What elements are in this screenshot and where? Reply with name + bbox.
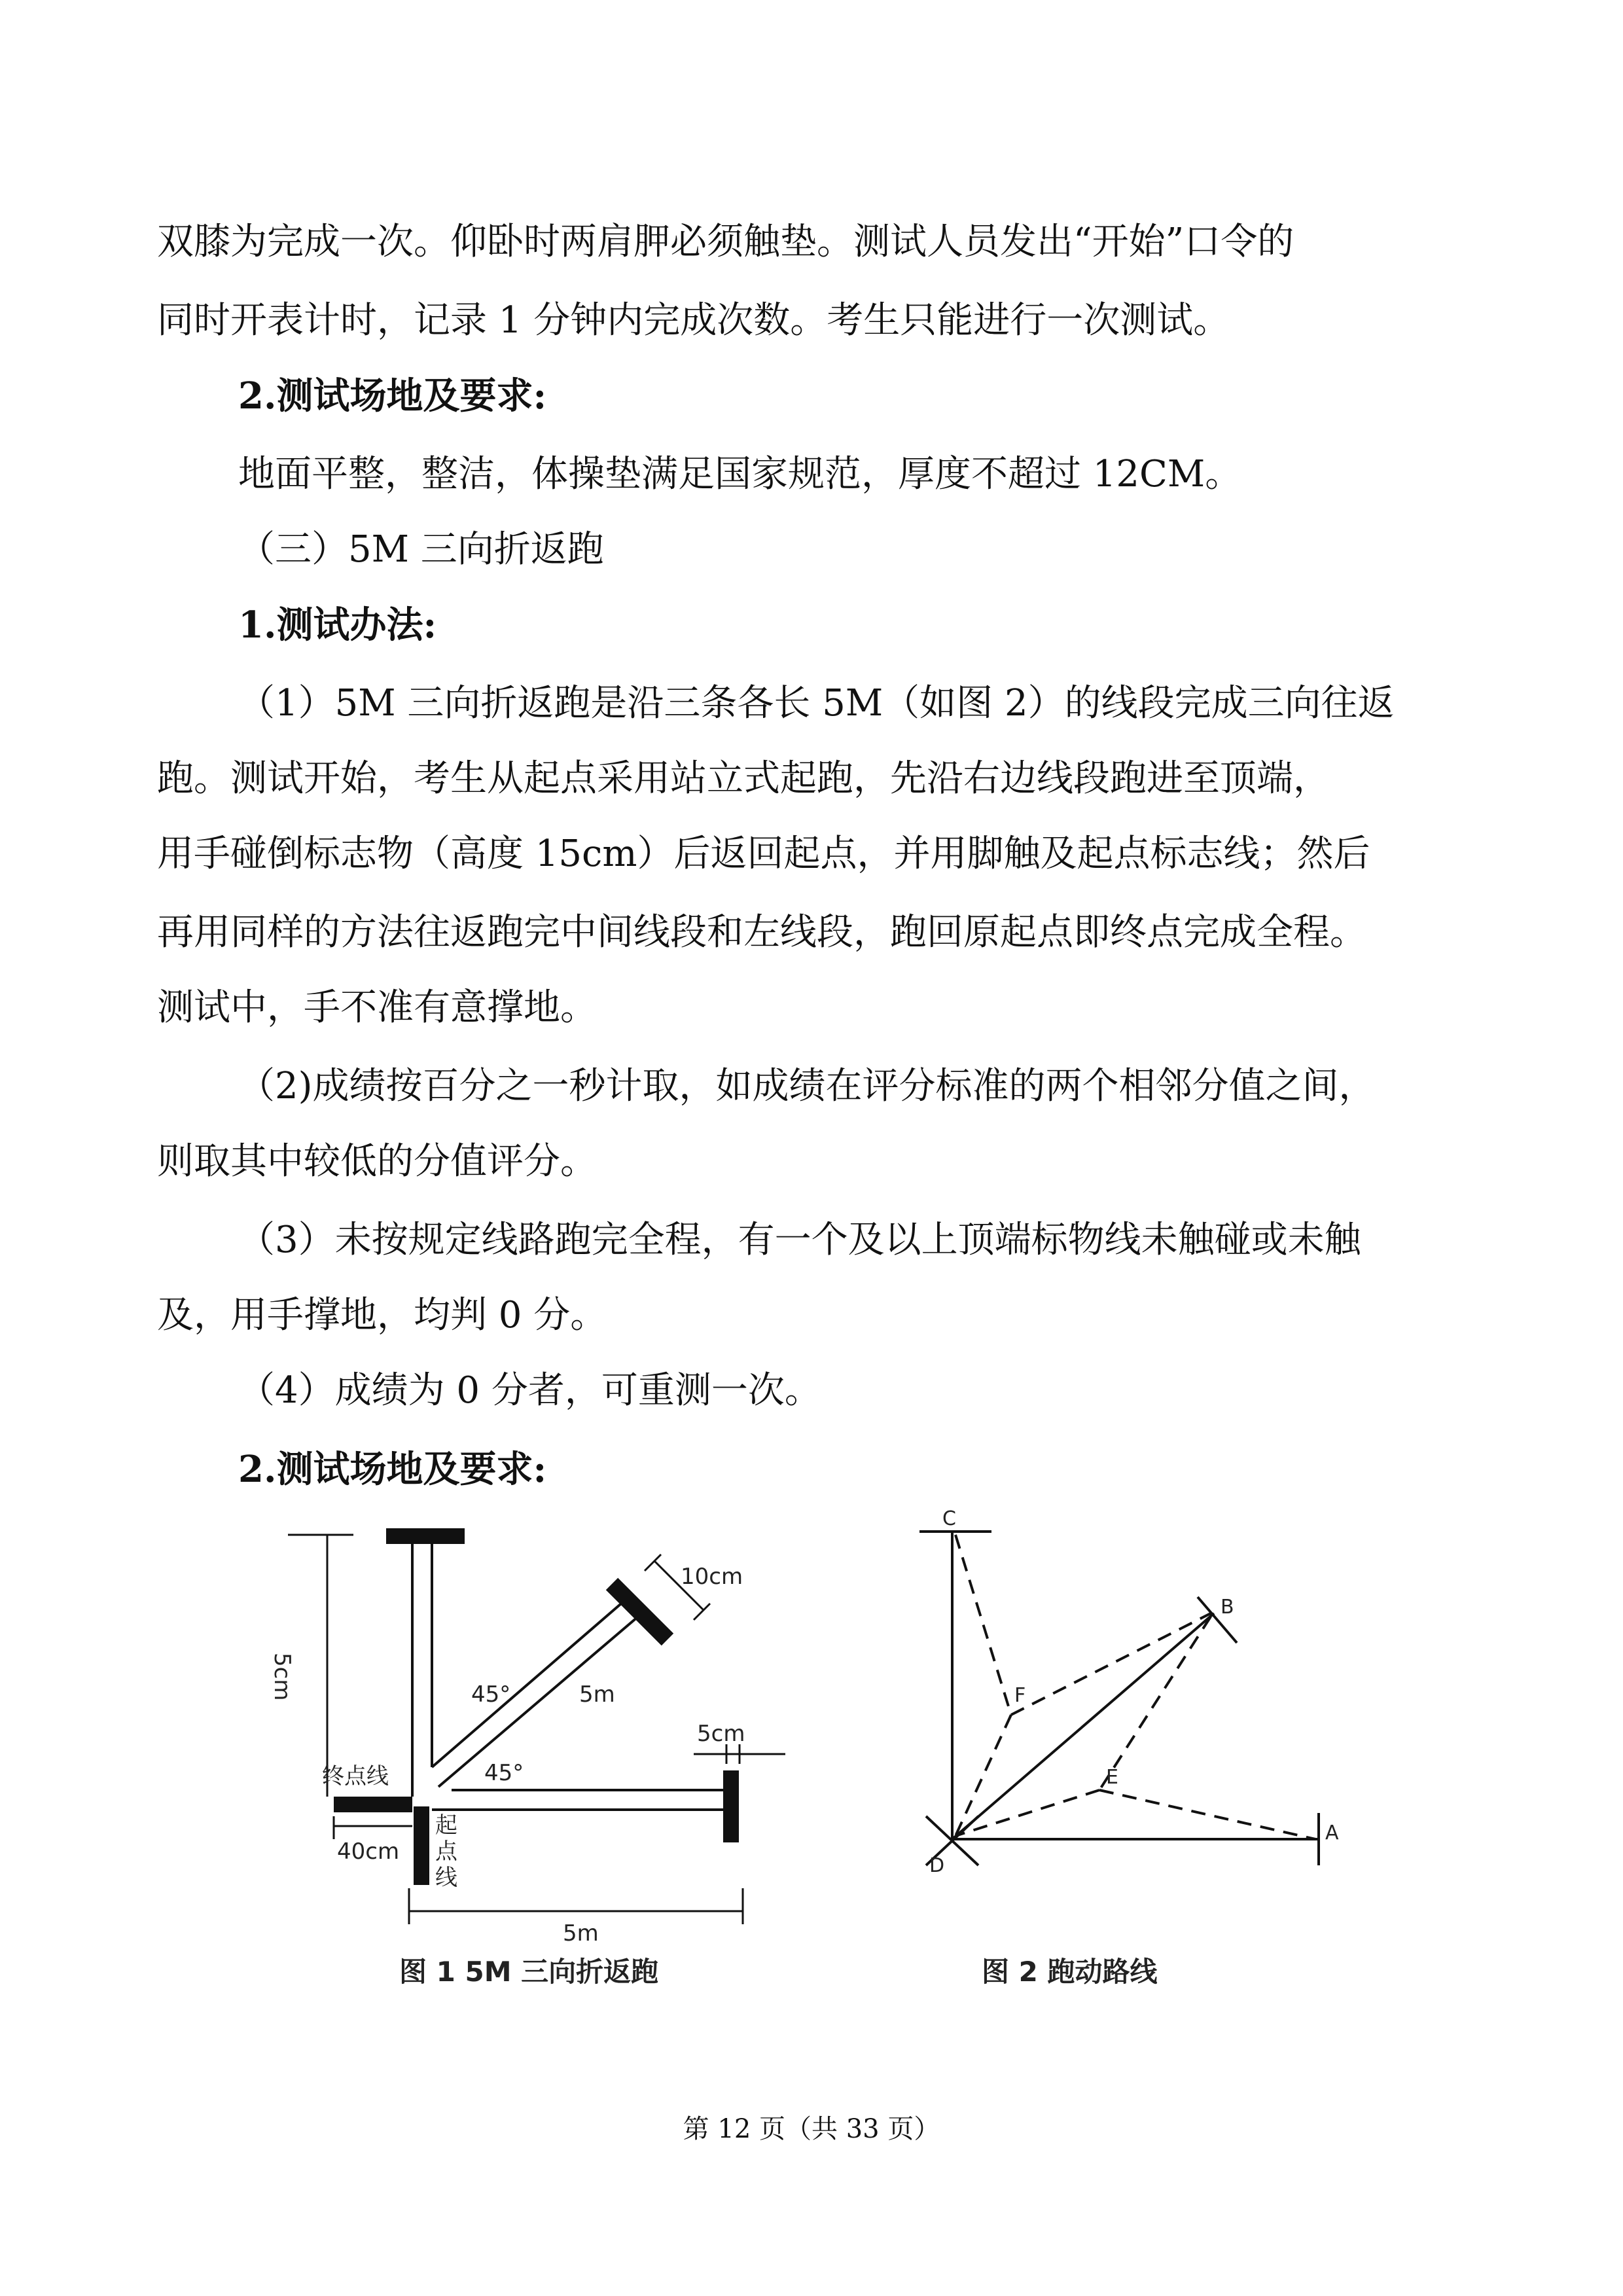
label-5m-bottom: 5m: [563, 1920, 599, 1946]
label-start-line-2: 点: [435, 1839, 457, 1865]
paragraph-line: 及，用手撑地，均判 0 分。: [157, 1294, 607, 1336]
point-d-label: D: [929, 1854, 945, 1877]
label-45-lower: 45°: [484, 1760, 524, 1786]
paragraph-line: （4）成绩为 0 分者，可重测一次。: [238, 1369, 821, 1412]
figure-2-caption: 图 2 跑动路线: [982, 1956, 1158, 1988]
label-40cm: 40cm: [337, 1839, 400, 1865]
paragraph-line: 再用同样的方法往返跑完中间线段和左线段，跑回原起点即终点完成全程。: [157, 911, 1366, 954]
route-e-a: [1099, 1790, 1315, 1839]
paragraph-line: （2)成绩按百分之一秒计取，如成绩在评分标准的两个相邻分值之间，: [238, 1065, 1376, 1107]
paragraph-line: 双膝为完成一次。仰卧时两肩胛必须触垫。测试人员发出“开始”口令的: [157, 221, 1294, 263]
paragraph-line: 用手碰倒标志物（高度 15cm）后返回起点，并用脚触及起点标志线；然后: [157, 833, 1370, 875]
label-5m-diagonal: 5m: [579, 1681, 615, 1708]
paragraph-line: 则取其中较低的分值评分。: [157, 1140, 597, 1183]
label-start-line-3: 线: [435, 1865, 457, 1891]
finish-line-bar: [334, 1797, 412, 1812]
figure-1-caption: 图 1 5M 三向折返跑: [399, 1956, 659, 1988]
section-heading: 2.测试场地及要求:: [238, 374, 547, 418]
paragraph-line: 地面平整，整洁，体操垫满足国家规范，厚度不超过 12CM。: [238, 453, 1242, 495]
paragraph-line: 同时开表计时，记录 1 分钟内完成次数。考生只能进行一次测试。: [157, 299, 1230, 342]
label-finish-line: 终点线: [322, 1763, 389, 1789]
figure-2-labels: [929, 1507, 1339, 1877]
point-f-label: F: [1014, 1684, 1026, 1707]
figure-1-labels: [269, 1564, 745, 1946]
section-heading: 1.测试办法:: [238, 603, 437, 647]
route-b-e: [1099, 1617, 1211, 1790]
label-45-upper: 45°: [471, 1681, 511, 1708]
label-10cm: 10cm: [681, 1564, 743, 1590]
start-line-bar: [414, 1806, 429, 1885]
dim-10cm-tick2: [694, 1604, 710, 1620]
paragraph-line: 跑。测试开始，考生从起点采用站立式起跑，先沿右边线段跑进至顶端，: [157, 757, 1330, 800]
paragraph-line: （1）5M 三向折返跑是沿三条各长 5M（如图 2）的线段完成三向往返: [238, 682, 1395, 725]
page-footer: 第 12 页（共 33 页）: [683, 2114, 940, 2144]
route-c-f: [955, 1535, 1011, 1715]
point-a-label: A: [1325, 1821, 1339, 1844]
route-e-d: [955, 1790, 1099, 1836]
section-heading: 2.测试场地及要求:: [238, 1448, 547, 1491]
running-route-dashed: [955, 1535, 1315, 1839]
dim-10cm-tick1: [645, 1554, 661, 1571]
label-start-line-1: 起: [435, 1812, 457, 1839]
right-marker-bar: [723, 1770, 739, 1842]
figure-2-drawing: [919, 1532, 1319, 1865]
paragraph-line: 测试中，手不准有意撑地。: [157, 986, 597, 1029]
point-b-label: B: [1221, 1596, 1234, 1619]
section-title: （三）5M 三向折返跑: [238, 528, 604, 571]
label-5cm-right: 5cm: [697, 1721, 745, 1747]
route-f-d: [955, 1715, 1011, 1836]
label-5cm-vertical: 5cm: [269, 1653, 295, 1701]
point-e-label: E: [1106, 1766, 1118, 1789]
top-marker-bar: [386, 1528, 465, 1544]
paragraph-line: （3）未按规定线路跑完全程，有一个及以上顶端标物线未触碰或未触: [238, 1219, 1361, 1261]
point-c-label: C: [942, 1507, 956, 1530]
